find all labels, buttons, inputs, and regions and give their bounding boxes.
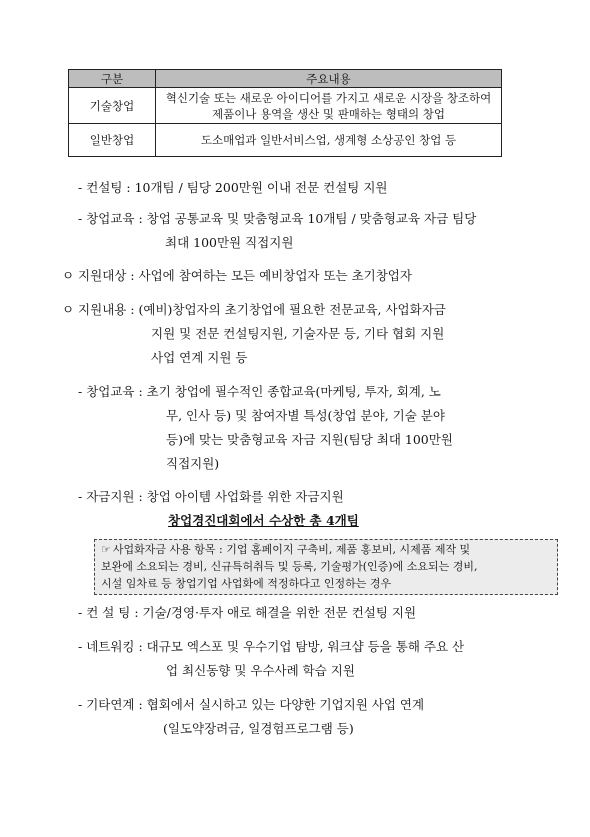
other-linkage-line: - 기타연계 : 협회에서 실시하고 있는 다양한 기업지원 사업 연계 xyxy=(78,697,425,712)
startup-education-line-cont: 등)에 맞는 맞춤형교육 자금 지원(팀당 최대 100만원 xyxy=(166,432,453,447)
other-linkage-line-cont: (일도약장려금, 일경험프로그램 등) xyxy=(163,721,354,736)
table-header-content: 주요내용 xyxy=(156,70,502,88)
support-content-line: ㅇ 지원내용 : (예비)창업자의 초기창업에 필요한 전문교육, 사업화자금 xyxy=(62,302,446,317)
table-cell-category: 기술창업 xyxy=(69,88,156,124)
networking-line-cont: 업 최신동향 및 우수사례 학습 지원 xyxy=(166,663,355,678)
startup-education-line-cont: 직접지원) xyxy=(166,456,220,471)
startup-type-table xyxy=(68,69,502,157)
table-row xyxy=(69,124,502,157)
table-header-category: 구분 xyxy=(69,70,156,88)
education-line: - 창업교육 : 창업 공통교육 및 맞춤형교육 10개팀 / 맞춤형교육 자금 팀당 xyxy=(78,211,477,226)
content-line: 제품이나 용역을 생산 및 판매하는 형태의 창업 xyxy=(211,106,445,121)
note-line: 사업화자금 사용 항목 : 기업 홈페이지 구축비, 제품 홍보비, 시제품 제작 및 xyxy=(112,543,471,556)
table-cell-category: 일반창업 xyxy=(69,124,156,157)
support-target-line: ㅇ 지원대상 : 사업에 참여하는 모든 예비창업자 또는 초기창업자 xyxy=(62,268,412,283)
support-content-line-cont: 지원 및 전문 컨설팅지원, 기술자문 등, 기타 협회 지원 xyxy=(151,326,445,341)
support-content-line-cont: 사업 연계 지원 등 xyxy=(151,350,248,365)
education-line-cont: 최대 100만원 직접지원 xyxy=(165,235,294,250)
funding-highlight: 창업경진대회에서 수상한 총 4개팀 xyxy=(168,513,359,528)
consulting-detail-line: - 컨 설 팅 : 기술/경영·투자 애로 해결을 위한 전문 컨설팅 지원 xyxy=(78,605,417,620)
funding-usage-note xyxy=(94,539,558,595)
startup-education-line-cont: 무, 인사 등) 및 참여자별 특성(창업 분야, 기술 분야 xyxy=(166,408,445,423)
table-row xyxy=(69,88,502,124)
table-cell-content xyxy=(156,88,502,124)
content-line: 혁신기술 또는 새로운 아이디어를 가지고 새로운 시장을 창조하여 xyxy=(165,90,492,105)
note-line: 시설 임차료 등 창업기업 사업화에 적정하다고 인정하는 경우 xyxy=(101,577,392,590)
funding-line: - 자금지원 : 창업 아이템 사업화를 위한 자금지원 xyxy=(78,489,344,504)
note-line: 보완에 소요되는 경비, 신규특허취득 및 등록, 기술평가(인증)에 소요되는 경비, xyxy=(101,560,478,573)
table-cell-content: 도소매업과 일반서비스업, 생계형 소상공인 창업 등 xyxy=(156,124,502,157)
networking-line: - 네트워킹 : 대규모 엑스포 및 우수기업 탐방, 워크샵 등을 통해 주요 산 xyxy=(78,639,465,654)
consulting-line: - 컨설팅 : 10개팀 / 팀당 200만원 이내 전문 컨설팅 지원 xyxy=(78,180,388,195)
pointing-hand-icon: ☞ xyxy=(101,543,111,556)
startup-education-line: - 창업교육 : 초기 창업에 필수적인 종합교육(마케팅, 투자, 회계, 노 xyxy=(78,384,441,399)
